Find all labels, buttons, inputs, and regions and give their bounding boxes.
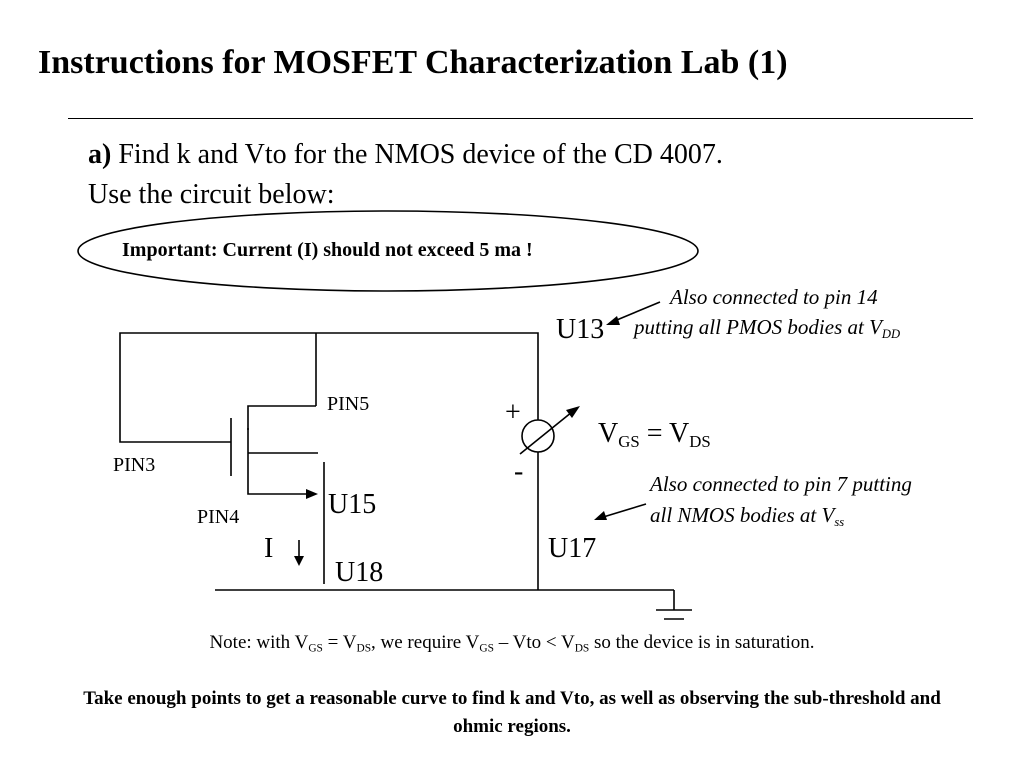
source-arrow-head (306, 489, 318, 499)
important-warning: Important: Current (I) should not exceed 5 ma ! (122, 239, 533, 261)
note-pin14-line1: Also connected to pin 14 (670, 285, 878, 309)
label-current: I (264, 533, 274, 564)
instruction-part-a-line2: Use the circuit below: (88, 179, 335, 210)
label-u13: U13 (556, 314, 605, 345)
part-a-label: a) (88, 139, 112, 170)
source-arrowhead (566, 406, 580, 418)
instruction-take-points: Take enough points to get a reasonable curve to find k and Vto, as well as observing the sub-threshold and ohmic regions. (83, 688, 941, 737)
vgs-v: V (598, 418, 619, 449)
pin7-arrowhead (594, 511, 607, 520)
note-part-2: = V (322, 632, 357, 653)
label-minus: - (514, 456, 524, 487)
vgs-eq: = V (639, 418, 690, 449)
note-pin7-sub: ss (834, 514, 845, 529)
note-sub-2: DS (356, 642, 372, 655)
label-pin3: PIN3 (113, 454, 156, 476)
note-pin14-text: putting all PMOS bodies at V (634, 315, 882, 339)
pin7-arrow-shaft (600, 504, 646, 518)
label-u18: U18 (335, 557, 384, 588)
voltage-source (522, 420, 554, 452)
note-pin14-line2 (634, 312, 900, 342)
label-vgs-eq-vds (598, 418, 711, 450)
label-pin5: PIN5 (327, 393, 370, 415)
note-pin7-text: all NMOS bodies at V (650, 503, 835, 527)
vgs-sub: GS (618, 432, 640, 452)
gate-loop-wire (120, 333, 538, 442)
source-wire (248, 476, 310, 494)
note-pin14-sub: DD (881, 326, 901, 341)
label-plus: + (505, 397, 521, 428)
label-u15: U15 (328, 489, 377, 520)
note-part-1: Note: with V (209, 632, 309, 653)
page-title: Instructions for MOSFET Characterization Lab (1) (38, 44, 788, 81)
vds-sub: DS (689, 432, 711, 452)
label-pin4: PIN4 (197, 506, 240, 528)
note-part-4: – Vto < V (493, 632, 575, 653)
drain-wire (248, 406, 316, 430)
part-a-text: Find k and Vto for the NMOS device of the CD 4007. (111, 139, 723, 170)
label-u17: U17 (548, 533, 597, 564)
pin14-arrowhead (606, 316, 620, 325)
note-sub-3: GS (479, 642, 494, 655)
saturation-note (0, 632, 1024, 654)
source-diagonal (520, 412, 572, 454)
current-arrowhead (294, 556, 304, 566)
note-part-5: so the device is in saturation. (589, 632, 815, 653)
note-sub-4: DS (574, 642, 590, 655)
note-part-3: , we require V (371, 632, 480, 653)
note-pin7-line1: Also connected to pin 7 putting (650, 472, 912, 496)
note-pin7-line2 (650, 500, 844, 530)
note-sub-1: GS (308, 642, 323, 655)
